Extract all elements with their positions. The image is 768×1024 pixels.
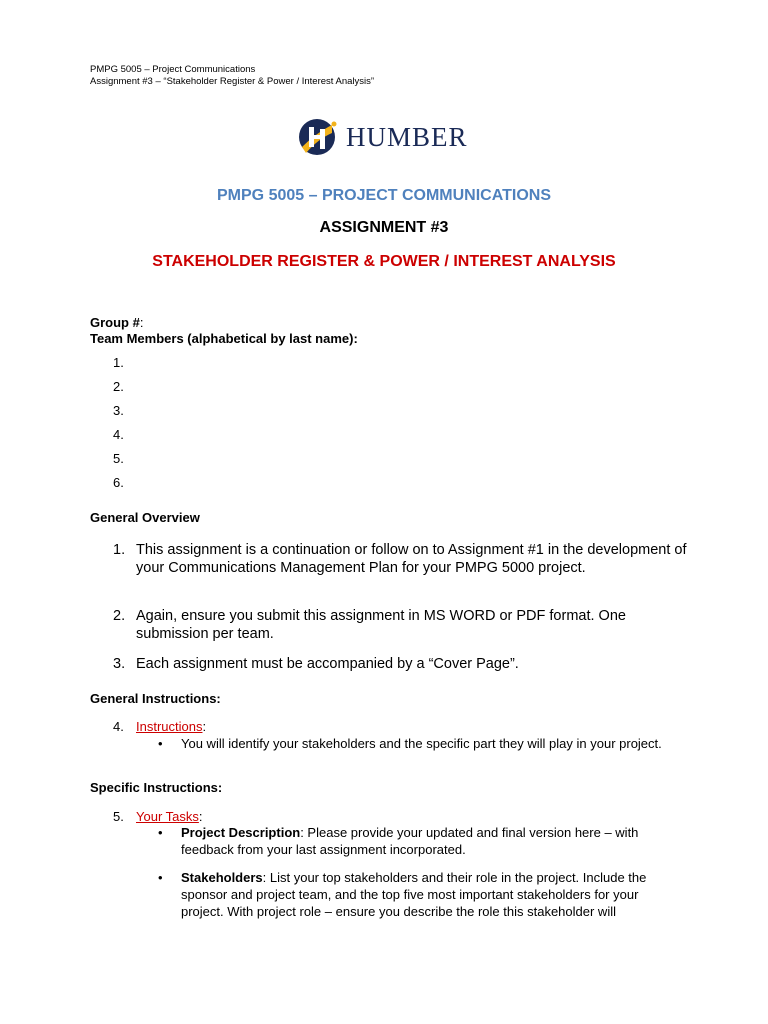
- assignment-subject: STAKEHOLDER REGISTER & POWER / INTEREST ANALYSIS: [152, 253, 616, 270]
- instructions-number: 4.: [113, 719, 124, 734]
- team-members-label: Team Members (alphabetical by last name):: [90, 331, 358, 346]
- tasks-label: Your Tasks:: [136, 809, 203, 824]
- overview-item-text: This assignment is a continuation or follow on to Assignment #1 in the development of your Communications Management Plan for your PMPG 5000 project.: [136, 542, 687, 576]
- overview-item-number: 1.: [113, 542, 126, 558]
- task-stakeholders: Stakeholders: List your top stakeholders and their role in the project. Include the sponsor and project team, and the top five most important stakeholders for your project. With project role – ensure you describe the role this stakeholder will: [181, 870, 647, 919]
- running-header-line-2: Assignment #3 – “Stakeholder Register & Power / Interest Analysis”: [90, 76, 375, 87]
- team-member-number: 1.: [113, 355, 124, 370]
- task-project-description: Project Description: Please provide your updated and final version here – with feedback from your last assignment incorporated.: [181, 825, 639, 857]
- overview-item-number: 3.: [113, 656, 126, 672]
- general-overview-heading: General Overview: [90, 510, 200, 525]
- team-member-number: 5.: [113, 451, 124, 466]
- general-instructions-heading: General Instructions:: [90, 691, 221, 706]
- humber-logo: [298, 117, 478, 157]
- overview-item-number: 2.: [113, 608, 126, 624]
- bullet-icon: •: [158, 736, 163, 751]
- assignment-title: ASSIGNMENT #3: [319, 219, 449, 236]
- bullet-icon: •: [158, 870, 163, 885]
- specific-instructions-heading: Specific Instructions:: [90, 780, 223, 795]
- group-number-label: Group #:: [90, 315, 144, 330]
- running-header-line-1: PMPG 5005 – Project Communications: [90, 64, 256, 75]
- team-member-number: 3.: [113, 403, 124, 418]
- humber-emblem-icon: [298, 117, 338, 157]
- logo-wordmark: HUMBER: [346, 122, 468, 152]
- instructions-bullet-text: You will identify your stakeholders and the specific part they will play in your project.: [181, 736, 662, 751]
- course-title: PMPG 5005 – PROJECT COMMUNICATIONS: [217, 187, 551, 204]
- overview-item-text: Again, ensure you submit this assignment in MS WORD or PDF format. One submission per team.: [136, 608, 626, 642]
- tasks-number: 5.: [113, 809, 124, 824]
- team-member-number: 6.: [113, 475, 124, 490]
- team-member-number: 4.: [113, 427, 124, 442]
- bullet-icon: •: [158, 825, 163, 840]
- team-member-number: 2.: [113, 379, 124, 394]
- instructions-label: Instructions:: [136, 719, 207, 734]
- overview-item-text: Each assignment must be accompanied by a “Cover Page”.: [136, 656, 519, 672]
